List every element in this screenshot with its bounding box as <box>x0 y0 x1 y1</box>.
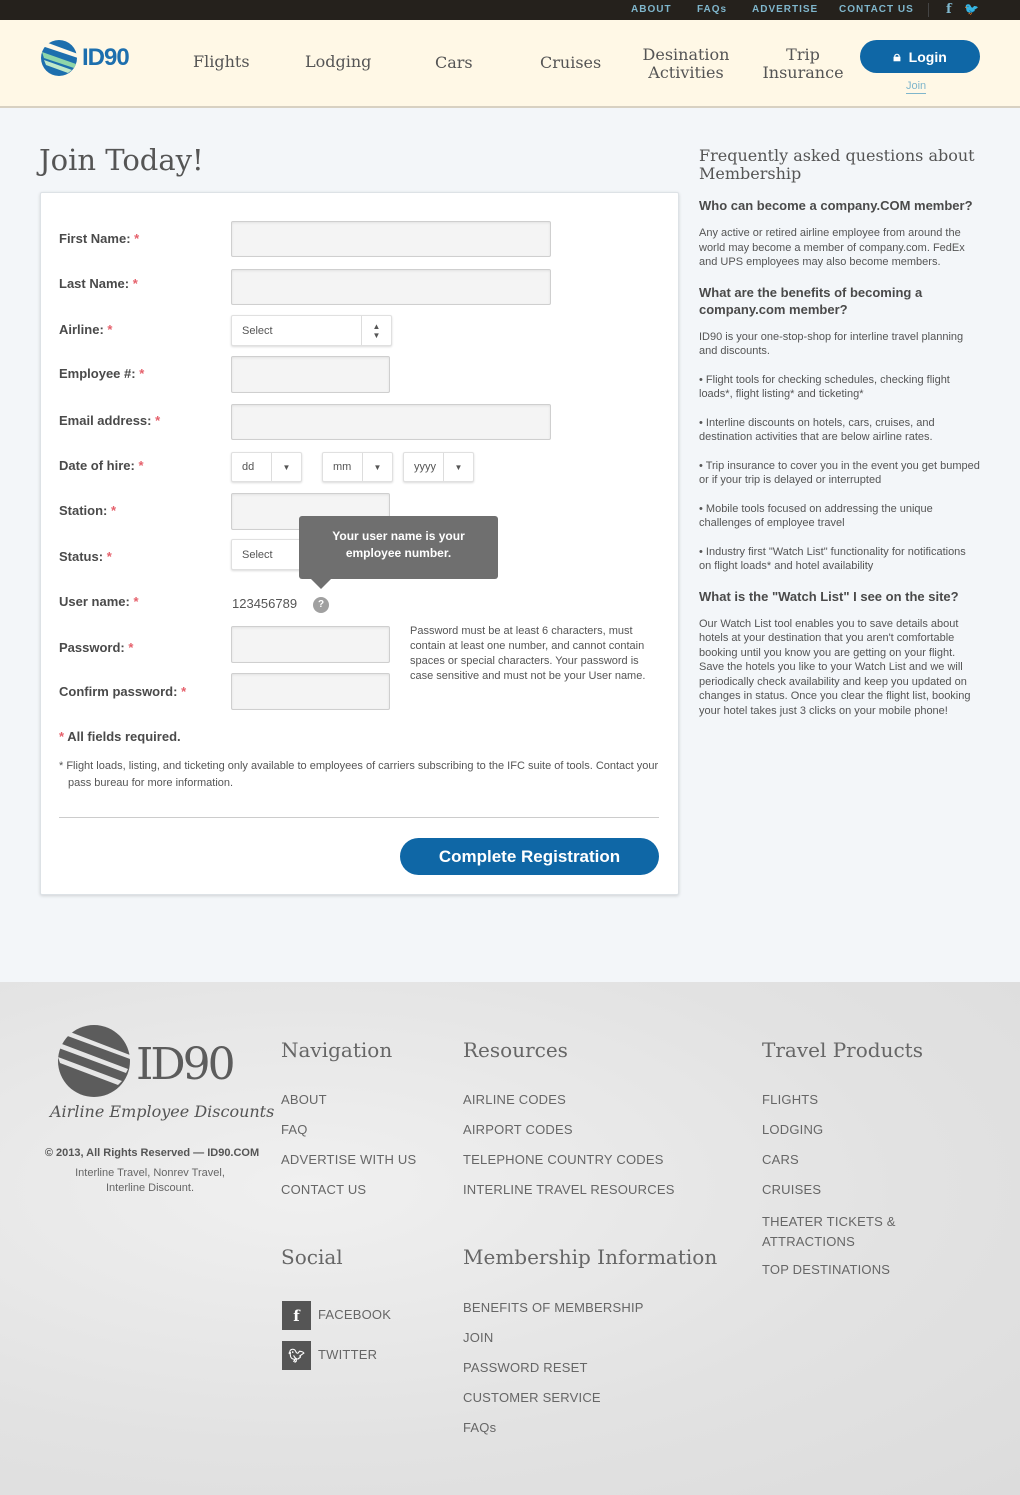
chevron-down-icon: ▼ <box>443 453 473 481</box>
footer-link-advertise[interactable]: ADVERTISE WITH US <box>281 1152 417 1167</box>
logo-wing-icon <box>38 38 80 78</box>
footer-logo-wing-icon <box>52 1023 132 1099</box>
nav-trip-insurance[interactable]: Trip Insurance <box>762 45 844 82</box>
divider <box>59 817 659 818</box>
login-label: Login <box>908 48 947 65</box>
footer-heading-membership: Membership Information <box>463 1245 718 1269</box>
logo-text: ID90 <box>82 44 129 71</box>
chevron-down-icon: ▼ <box>362 453 392 481</box>
twitter-icon[interactable]: 🐦 <box>964 2 979 16</box>
last-name-input[interactable] <box>231 269 551 305</box>
join-link[interactable]: Join <box>906 80 927 92</box>
nav-destination-activities[interactable]: Desination Activities <box>642 45 730 82</box>
label-password: Password: * <box>59 640 134 655</box>
password-input[interactable] <box>231 626 390 663</box>
complete-registration-button[interactable]: Complete Registration <box>400 838 659 875</box>
footer-keywords: Interline Travel, Nonrev Travel, Interline Discount. <box>75 1167 225 1194</box>
hire-day-select[interactable]: dd ▼ <box>231 452 302 482</box>
first-name-input[interactable] <box>231 221 551 257</box>
footer-link-top-destinations[interactable]: TOP DESTINATIONS <box>762 1262 891 1277</box>
faq-answer: Our Watch List tool enables you to save details about hotels at your destination that you aren't comfortable booking until you know you are getting on your flight. Save the hotels you like to your Watch List and we will periodically check availability and keep you updated on changes in status. Once you clear the flight list, booking your hotel takes just 3 clicks on your mobile phone! <box>699 617 971 717</box>
footer-heading-social: Social <box>281 1245 343 1269</box>
chevron-down-icon: ▼ <box>271 453 301 481</box>
copyright: © 2013, All Rights Reserved — ID90.COM <box>44 1147 260 1159</box>
hire-month-select[interactable]: mm ▼ <box>322 452 393 482</box>
airline-select[interactable]: Select ▲ ▼ <box>231 315 392 346</box>
footer-link-facebook[interactable]: FACEBOOK <box>318 1307 392 1322</box>
divider <box>928 3 929 17</box>
faq-question: Who can become a company.COM member? <box>699 198 973 213</box>
top-link-advertise[interactable]: ADVERTISE <box>752 4 819 15</box>
employee-number-input[interactable] <box>231 356 390 393</box>
twitter-icon[interactable]: 🐦︎ <box>282 1341 311 1370</box>
label-first-name: First Name: * <box>59 231 140 246</box>
footer-link-cruises[interactable]: CRUISES <box>762 1182 822 1197</box>
login-button[interactable] <box>860 40 980 73</box>
confirm-password-input[interactable] <box>231 673 390 710</box>
footer-link-contact[interactable]: CONTACT US <box>281 1182 367 1197</box>
page-title: Join Today! <box>39 143 204 177</box>
nav-flights[interactable]: Flights <box>193 52 250 71</box>
faq-answer: • Trip insurance to cover you in the event you get bumped or if your trip is delayed or interrupted <box>699 459 980 486</box>
footer-link-password-reset[interactable]: PASSWORD RESET <box>463 1360 588 1375</box>
footer-link-airport-codes[interactable]: AIRPORT CODES <box>463 1122 573 1137</box>
footer-link-flights[interactable]: FLIGHTS <box>762 1092 819 1107</box>
label-airline: Airline: * <box>59 322 113 337</box>
footer-link-airline-codes[interactable]: AIRLINE CODES <box>463 1092 567 1107</box>
status-select[interactable]: Select <box>231 539 392 570</box>
footer-link-theater[interactable]: THEATER TICKETS & ATTRACTIONS <box>762 1214 896 1249</box>
footer-link-join[interactable]: JOIN <box>463 1330 494 1345</box>
help-icon[interactable]: ? <box>313 597 329 613</box>
faq-answer: • Mobile tools focused on addressing the unique challenges of employee travel <box>699 502 933 529</box>
facebook-icon[interactable]: f <box>946 2 952 17</box>
label-date-of-hire: Date of hire: * <box>59 458 144 473</box>
nav-cars[interactable]: Cars <box>435 53 473 72</box>
label-last-name: Last Name: * <box>59 276 138 291</box>
footer-link-customer-service[interactable]: CUSTOMER SERVICE <box>463 1390 601 1405</box>
footer-heading-navigation: Navigation <box>281 1038 393 1062</box>
faq-answer: • Industry first "Watch List" functionality for notifications on flight loads* and hotel availability <box>699 545 966 572</box>
footer-tagline: Airline Employee Discounts <box>50 1102 275 1121</box>
facebook-icon[interactable]: f <box>282 1301 311 1330</box>
email-input[interactable] <box>231 404 551 440</box>
footer-heading-travel-products: Travel Products <box>762 1038 923 1062</box>
footer-link-interline-resources[interactable]: INTERLINE TRAVEL RESOURCES <box>463 1182 675 1197</box>
footer-link-cars[interactable]: CARS <box>762 1152 799 1167</box>
label-email: Email address: * <box>59 413 161 428</box>
footer-link-telephone-codes[interactable]: TELEPHONE COUNTRY CODES <box>463 1152 664 1167</box>
username-value: 123456789 <box>232 596 298 611</box>
label-confirm-password: Confirm password: * <box>59 684 187 699</box>
password-hint: Password must be at least 6 characters, must contain at least one number, and cannot contain spaces or special characters. Your password is case sensitive and must not be your User name. <box>410 625 646 682</box>
footer-link-faq[interactable]: FAQ <box>281 1122 308 1137</box>
faq-question: What is the "Watch List" I see on the site? <box>699 588 959 604</box>
footer-logo-text: ID90 <box>136 1039 233 1090</box>
lock-icon: 🔒︎ <box>893 48 901 64</box>
faq-answer: Any active or retired airline employee from around the world may become a member of company.com. FedEx and UPS employees may also become members. <box>699 227 965 268</box>
updown-icon: ▲ ▼ <box>361 316 391 345</box>
footnote: * Flight loads, listing, and ticketing only available to employees of carriers subscribing to the IFC suite of tools. Contact your pass bureau for more information. <box>59 760 659 789</box>
footer-link-benefits[interactable]: BENEFITS OF MEMBERSHIP <box>463 1300 644 1315</box>
nav-cruises[interactable]: Cruises <box>540 53 602 72</box>
label-status: Status: * <box>59 549 112 564</box>
nav-lodging[interactable]: Lodging <box>305 52 372 71</box>
top-link-contact[interactable]: CONTACT US <box>839 4 914 15</box>
footer-link-faqs[interactable]: FAQs <box>463 1420 497 1435</box>
footer-link-lodging[interactable]: LODGING <box>762 1122 824 1137</box>
faq-section <box>699 147 981 732</box>
top-link-faqs[interactable]: FAQs <box>697 4 728 15</box>
faq-question: What are the benefits of becoming a company.com member? <box>699 284 923 317</box>
footer-heading-resources: Resources <box>463 1038 568 1062</box>
faq-heading: Frequently asked questions about Membership <box>699 146 975 183</box>
faq-answer: • Interline discounts on hotels, cars, cruises, and destination activities that are below airline rates. <box>699 416 935 443</box>
username-tooltip: Your user name is your employee number. <box>299 516 498 579</box>
hire-year-select[interactable]: yyyy ▼ <box>403 452 474 482</box>
footer-link-about[interactable]: ABOUT <box>281 1092 327 1107</box>
label-station: Station: * <box>59 503 117 518</box>
all-fields-required: * All fields required. <box>59 729 181 744</box>
footer-link-twitter[interactable]: TWITTER <box>318 1347 378 1362</box>
logo[interactable] <box>38 38 143 78</box>
label-employee: Employee #: * <box>59 366 145 381</box>
label-username: User name: * <box>59 594 139 609</box>
faq-answer: • Flight tools for checking schedules, checking flight loads*, flight listing* and ticketing* <box>699 373 950 400</box>
top-link-about[interactable]: ABOUT <box>631 4 672 15</box>
faq-answer: ID90 is your one-stop-shop for interline travel planning and discounts. <box>699 330 964 357</box>
